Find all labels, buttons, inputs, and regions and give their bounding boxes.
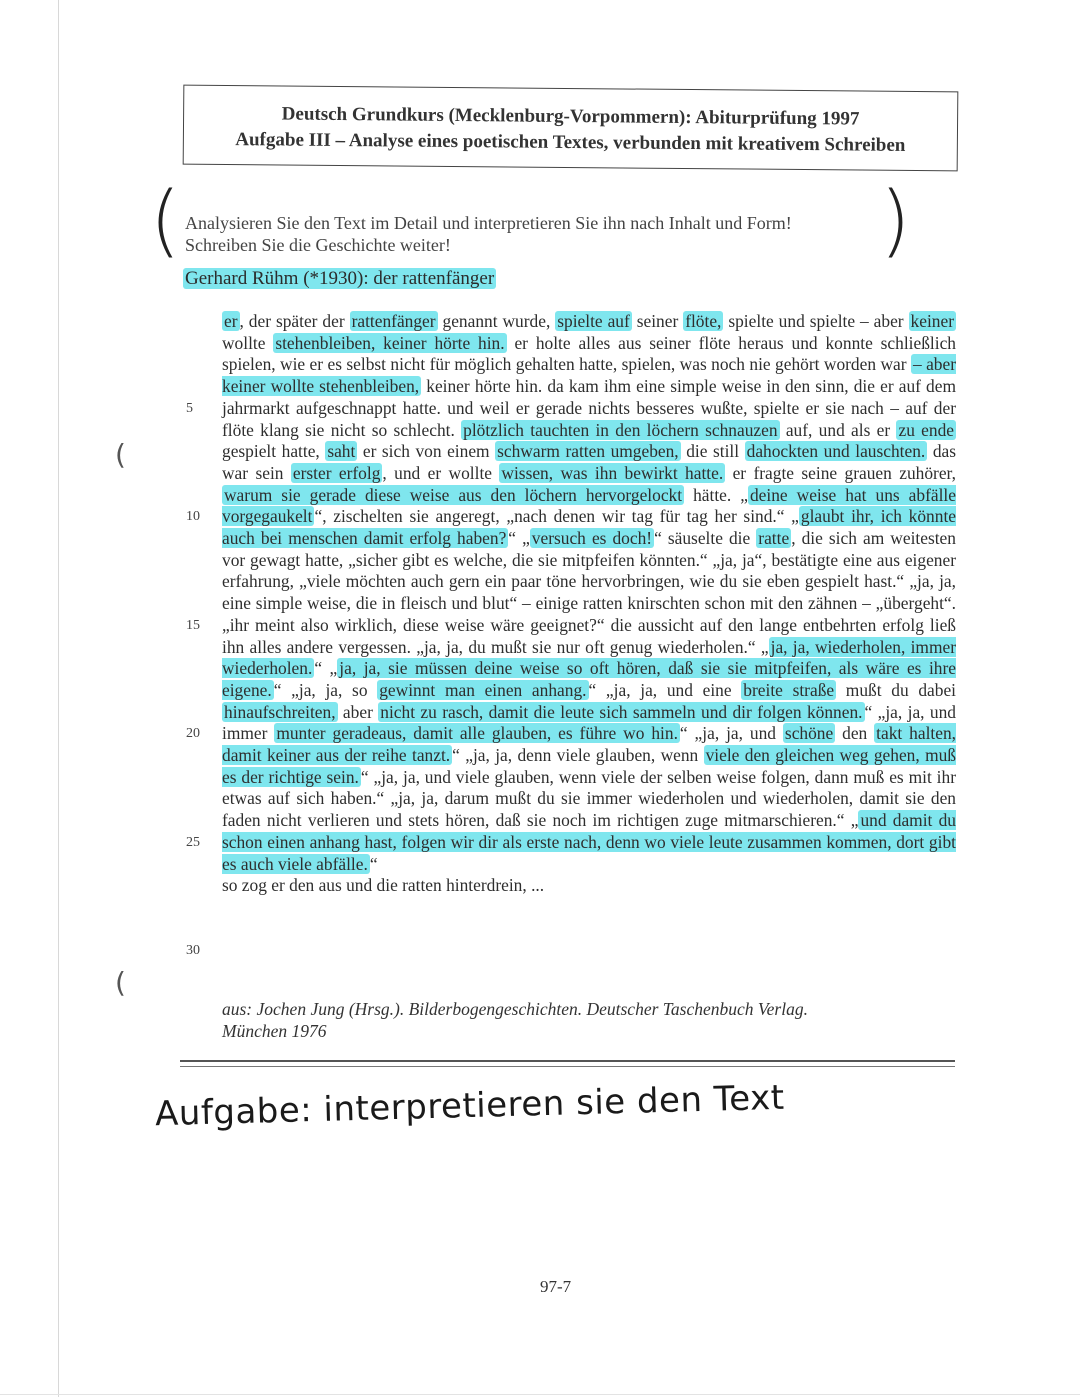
highlighted-phrase: ratte [758,528,790,549]
text-segment: , und er wollte [382,462,500,483]
highlighted-phrase: keiner [910,311,954,331]
page-number: 97-7 [540,1277,572,1296]
highlighted-phrase: deine weise hat uns abfälle vorgegaukelt [222,484,956,527]
highlighted-phrase: ja, ja, wiederholen, immer wiederholen. [222,636,956,679]
line-number: 20 [186,726,200,742]
highlighted-phrase: er [224,311,238,331]
text-segment: mußt du dabei [836,679,956,700]
highlighted-phrase: plötzlich tauchten in den löchern schnauzen [463,419,778,440]
text-segment: “ „ [314,658,338,679]
source-citation [222,998,942,1042]
text-segment: “ säuselte die [654,528,757,549]
source-line1: aus: Jochen Jung (Hrsg.). Bilderbogengeschichten. Deutscher Taschenbuch Verlag. [222,999,808,1019]
text-segment: er fragte seine grauen zuhörer, [725,462,956,483]
divider-line [180,1060,955,1062]
text-segment: “ „ja, ja, so [273,679,378,700]
text-segment: “ „ja, ja, und immer [222,701,957,744]
line-number: 15 [186,617,200,633]
highlighted-phrase: versuch es doch! [531,528,653,549]
instruction-line1: Analysieren Sie den Text im Detail und interpretieren Sie ihn nach Inhalt und Form! [185,213,792,233]
margin-mark: ( [115,438,126,471]
author-title [183,267,496,291]
highlighted-phrase: takt halten, damit keiner aus der reihe tanzt. [222,723,957,766]
highlighted-phrase: breite straße [743,679,835,700]
text-segment: auf, und als er [779,419,897,440]
highlighted-phrase: spielte auf [557,311,630,331]
line-number: 5 [186,400,193,416]
margin-mark: ( [115,966,126,999]
text-segment: “ „ja, ja, denn viele glauben, wenn [452,745,704,766]
text-segment: “ [369,853,378,874]
page-edge-bottom [0,1394,1080,1395]
highlighted-phrase: schwarm ratten umgeben, [497,441,679,462]
source-line2: München 1976 [222,1021,327,1041]
text-segment: , der später der [239,311,350,331]
text-segment: spielte und spielte – aber [723,311,909,331]
exam-header-box [183,85,959,172]
handwritten-task-note: Aufgabe: interpretieren sie den Text [154,1077,786,1135]
highlighted-phrase: flöte, [685,311,722,331]
text-segment: gespielt hatte, [222,441,326,462]
story-closing-line: so zog er den aus und die ratten hinterdrein, ... [222,875,545,896]
text-segment: “ „ja, ja, und eine [588,679,742,700]
text-segment: genannt wurde, [437,311,556,331]
highlighted-phrase: rattenfänger [351,311,436,331]
text-segment: er sich von einem [357,441,496,462]
highlighted-phrase: glaubt ihr, ich könnte auch bei menschen damit erfolg haben? [222,506,956,549]
story-paragraph [222,311,956,875]
highlighted-phrase: warum sie gerade diese weise aus den löchern hervorgelockt [224,484,683,505]
divider-line [180,1066,955,1067]
highlighted-phrase: schöne [784,723,834,744]
highlighted-phrase: munter geradeaus, damit alle glauben, es führe wo hin. [276,723,678,744]
text-segment: seiner [631,311,684,331]
story-text [222,311,956,897]
text-segment: die still [680,441,745,462]
line-number-column [186,311,210,962]
text-segment: keiner hörte hin. da kam ihm eine simple weise in den sinn, die er auf dem jahrmarkt aufgeschnappt hatte. und weil er gerade nichts besseres wußte, spielte er sie nach – auf der flöte klang sie nicht so schlecht. [222,376,956,440]
highlighted-phrase: ja, ja, sie müssen deine weise so oft hören, daß sie sie mitpfeifen, als wäre es ihre eigene. [222,658,956,700]
highlighted-phrase: nicht zu rasch, damit die leute sich sammeln und dir folgen können. [380,701,863,722]
highlighted-phrase: saht [327,441,356,462]
highlighted-phrase: dahockten und lauschten. [746,441,926,462]
line-number: 10 [186,509,200,525]
text-segment: hätte. „ [684,484,748,505]
pen-bracket-right: ) [880,176,911,266]
highlighted-phrase: stehenbleiben, keiner hörte hin. [275,332,505,353]
text-segment: “, zischelten sie angeregt, „nach denen wir tag für tag her sind.“ „ [314,506,799,527]
highlighted-phrase: und damit du schon einen anhang hast, folgen wir dir als erste nach, denn wo viele leute zusammen kommen, dort gibt es auch viele abfälle. [222,810,956,874]
exam-header-line1: Deutsch Grundkurs (Mecklenburg-Vorpommern): Abiturprüfung 1997 [281,103,860,130]
text-segment: , die sich am weitesten vor gewagt hatte, „sicher gibt es welche, die sie mitpfeifen könnten.“ „ja, ja“, bestätigte eine aus eigener erfahrung, „viele möchten auch gern ein paar töne hervorbringen, wie du sie eben gespielt hast.“ „ja, ja, eine simple weise, die in fleisch und blut“ – einige ratten knirschten schon mit den zähnen – „übergeht“. „ihr meint also wirklich, diese weise wäre geeignet?“ die aussicht auf den lange entbehrten erfolg ließ ihn alles andere vergessen. „ja, ja, du mußt sie nur oft genug wiederholen.“ „ [222,528,956,657]
text-segment: den [835,723,875,744]
highlighted-phrase: zu ende [898,419,955,440]
line-number: 25 [186,834,200,850]
instruction-line2: Schreiben Sie die Geschichte weiter! [185,235,451,255]
highlighted-phrase: viele den gleichen weg gehen, muß es der richtige sein. [222,745,956,787]
text-segment: das war sein [222,441,957,483]
page-edge [58,0,59,1397]
highlighted-phrase: wissen, was ihn bewirkt hatte. [501,462,724,483]
task-instructions [185,212,905,256]
highlighted-phrase: – aber keiner wollte stehenbleiben, [222,354,957,397]
text-segment: “ „ja, ja, und viele glauben, wenn viele der selben weise folgen, dann muß es mit ihr etwas auf sich haben.“ „ja, ja, darum mußt du sie immer wiederholen und wiederholen, damit sie den faden nicht verlieren und stets hören, daß sie noch im richtigen zuge mitmarschieren.“ „ [222,766,956,831]
text-segment: “ „ja, ja, und [679,723,783,744]
highlighted-phrase: hinaufschreiten, [224,701,336,722]
text-segment: wollte [222,332,274,353]
text-segment: “ „ [508,528,530,549]
text-segment: er holte alles aus seiner flöte heraus und konnte schließlich spielen, wie er es selbst nicht für möglich gehalten hatte, spielen, was noch nie gehört worden war [222,332,956,375]
text-segment: aber [337,701,379,722]
pen-bracket-left: ( [150,176,181,266]
highlighted-phrase: erster erfolg [292,462,381,483]
author-title-text: Gerhard Rühm (*1930): der rattenfänger [185,268,495,289]
line-number: 30 [186,942,200,958]
highlighted-phrase: gewinnt man einen anhang. [379,679,587,700]
exam-header-line2: Aufgabe III – Analyse eines poetischen Textes, verbunden mit kreativem Schreiben [235,129,906,156]
